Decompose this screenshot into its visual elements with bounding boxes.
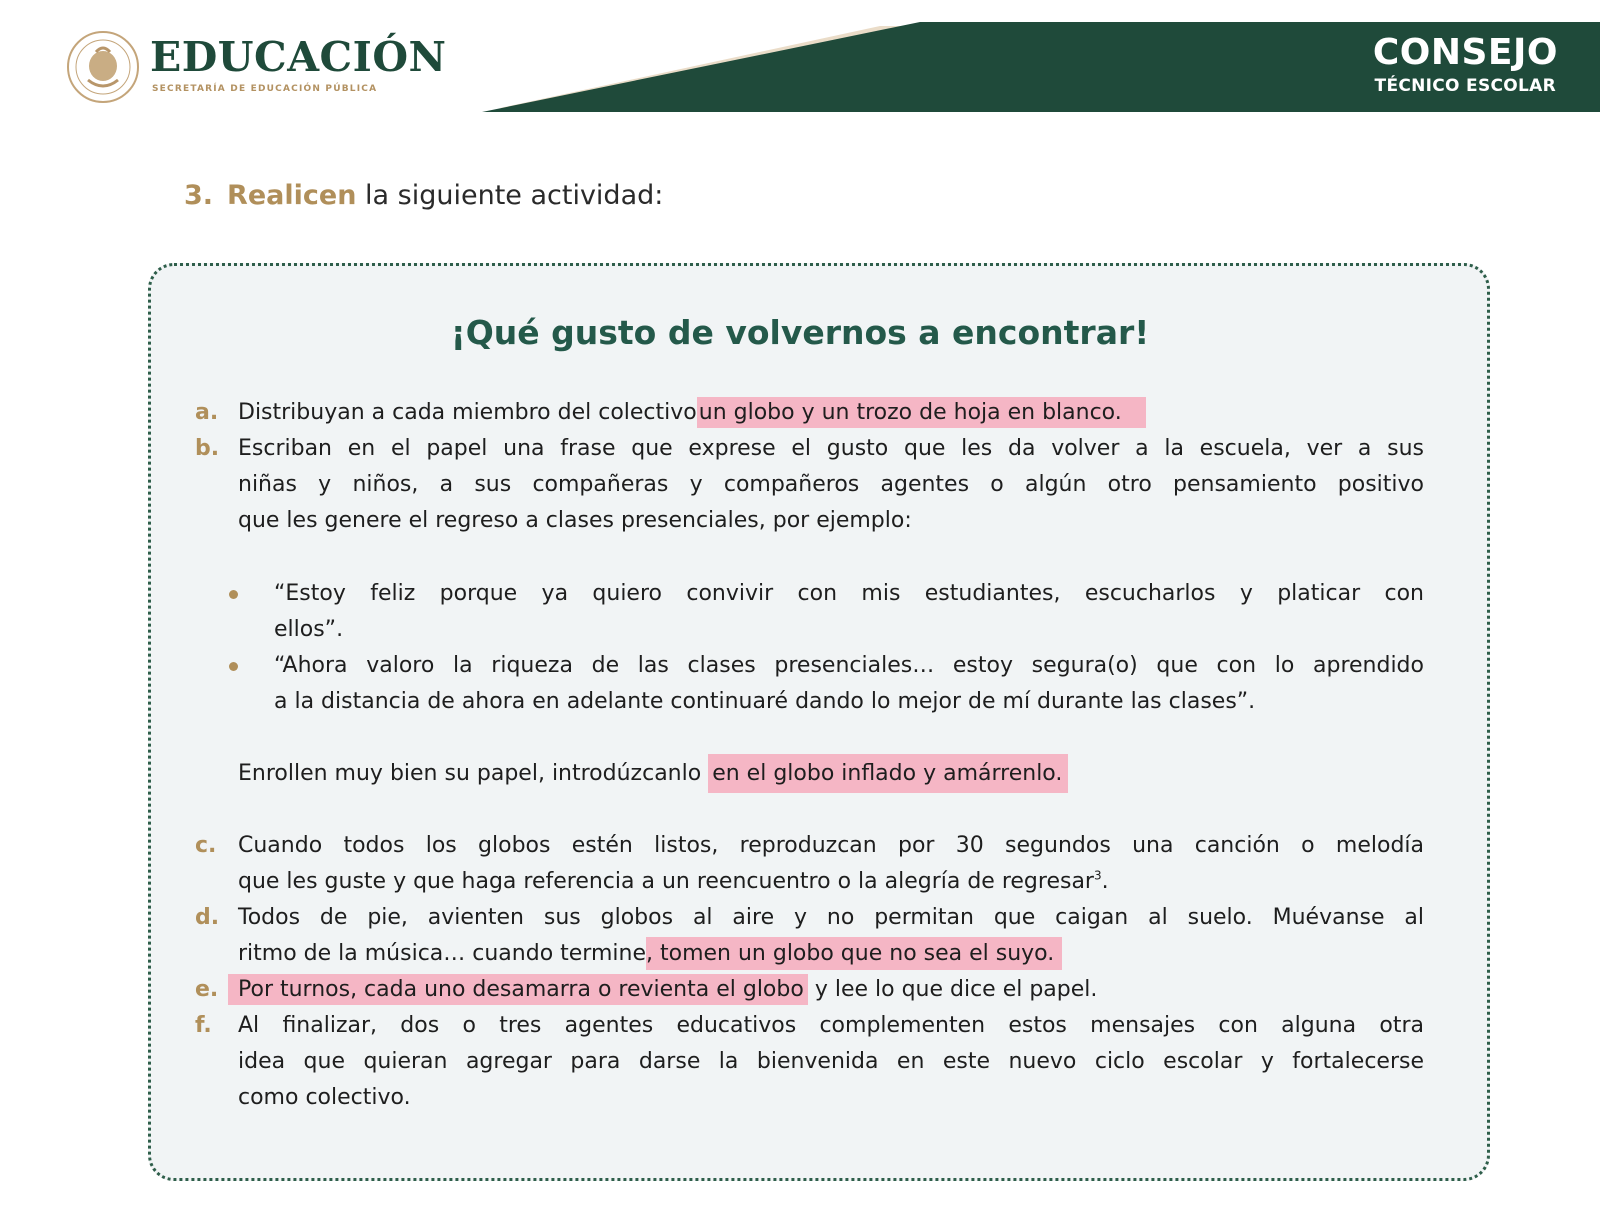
step-text: la siguiente actividad: (365, 180, 664, 211)
example-1-line-2: ellos”. (274, 617, 344, 642)
item-b-line-3: que les genere el regreso a clases presenciales, por ejemplo: (238, 508, 912, 533)
item-d-line-2-text: ritmo de la música… cuando termine (238, 941, 646, 966)
activity-title: ¡Qué gusto de volvernos a encontrar! (450, 313, 1150, 352)
program-subtitle: TÉCNICO ESCOLAR (1374, 76, 1556, 96)
item-b-closing (238, 756, 1068, 792)
item-b-line-2: niñas y niños, a sus compañeras y compañeros agentes o algún otro pensamiento positivo (238, 472, 1424, 497)
item-d-highlight: , tomen un globo que no sea el suyo. (646, 937, 1062, 970)
item-letter-f: f. (195, 1013, 212, 1038)
logo-title: EDUCACIÓN (150, 33, 447, 81)
bullet-icon (229, 590, 238, 599)
item-letter-b: b. (195, 436, 220, 461)
bullet-icon (229, 662, 238, 671)
example-1-line-1: “Estoy feliz porque ya quiero convivir con mis estudiantes, escucharlos y platicar con (274, 581, 1424, 606)
item-b-line-1: Escriban en el papel una frase que exprese el gusto que les da volver a la escuela, ver a sus (238, 436, 1424, 461)
item-b-closing-highlight: en el globo inflado y amárrenlo. (708, 754, 1068, 793)
national-seal-icon (66, 30, 140, 104)
item-d-line-2 (238, 936, 1062, 972)
page-header (0, 0, 1600, 125)
item-a (238, 395, 1146, 431)
item-e (228, 972, 1097, 1008)
item-letter-d: d. (195, 905, 220, 930)
item-f-line-2: idea que quieran agregar para darse la bienvenida en este nuevo ciclo escolar y fortalecerse (238, 1049, 1424, 1074)
item-f-line-1: Al finalizar, dos o tres agentes educativos complementen estos mensajes con alguna otra (238, 1013, 1424, 1038)
item-letter-e: e. (195, 977, 219, 1002)
logo-subtitle: SECRETARÍA DE EDUCACIÓN PÚBLICA (152, 84, 378, 94)
item-letter-a: a. (195, 400, 219, 425)
step-number: 3. (184, 180, 214, 211)
example-2-line-2: a la distancia de ahora en adelante continuaré dando lo mejor de mí durante las clases”. (274, 689, 1256, 714)
step-heading (184, 180, 663, 211)
example-2-line-1: “Ahora valoro la riqueza de las clases presenciales… estoy segura(o) que con lo aprendido (274, 653, 1424, 678)
item-e-text: y lee lo que dice el papel. (814, 977, 1098, 1002)
item-a-highlight: un globo y un trozo de hoja en blanco. (697, 397, 1146, 428)
item-c-line-1: Cuando todos los globos estén listos, reproduzcan por 30 segundos una canción o melodía (238, 833, 1424, 858)
item-e-highlight: Por turnos, cada uno desamarra o revienta el globo (228, 974, 808, 1005)
item-a-text: Distribuyan a cada miembro del colectivo (238, 400, 697, 425)
item-c-line-2-text: que les guste y que haga referencia a un reencuentro o la alegría de regresar (238, 869, 1094, 894)
item-b-closing-text: Enrollen muy bien su papel, introdúzcanlo (238, 761, 702, 786)
footnote-marker: 3 (1093, 868, 1102, 883)
program-title: CONSEJO (1372, 32, 1558, 73)
item-f-line-3: como colectivo. (238, 1085, 411, 1110)
item-c-line-2 (238, 864, 1109, 900)
item-letter-c: c. (195, 833, 217, 858)
item-d-line-1: Todos de pie, avienten sus globos al aire y no permitan que caigan al suelo. Muévanse al (238, 905, 1424, 930)
item-c-end: . (1101, 869, 1109, 894)
step-verb: Realicen (227, 180, 357, 211)
